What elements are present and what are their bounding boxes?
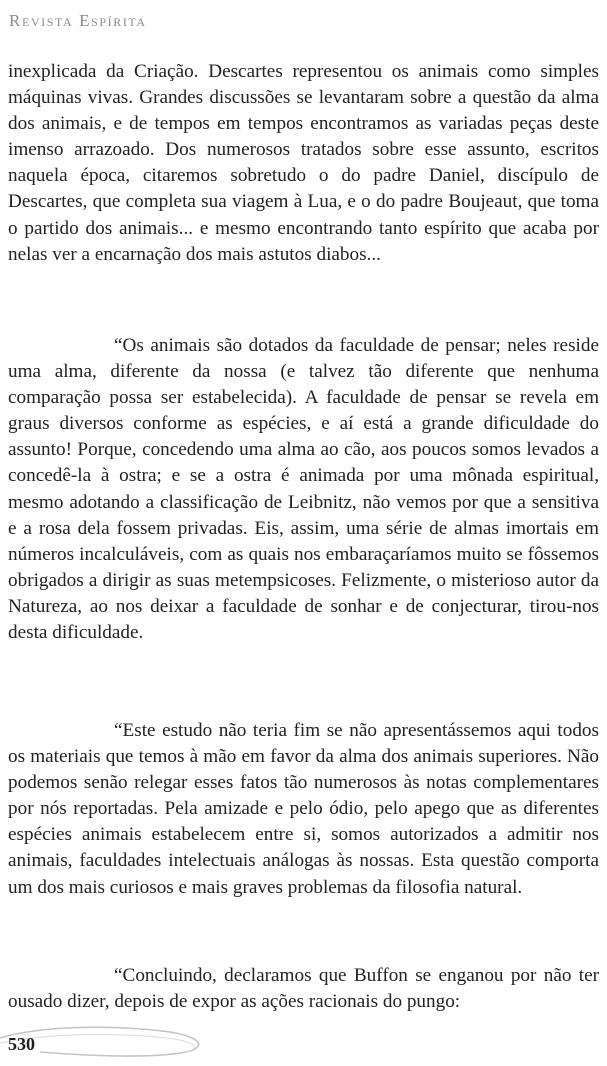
page-number: 530 <box>8 1034 35 1054</box>
body-paragraph-4: “Concluindo, declaramos que Buffon se enganou por não ter ousado dizer, depois de expor as ações racionais do pungo: <box>8 965 599 1013</box>
body-paragraph-1: inexplicada da Criação. Descartes representou os animais como simples máquinas vivas. Grandes discussões se levantaram sobre a questão da alma dos animais, e de tempos em tempos encontramos as variadas peças deste imenso arrazoado. Dos numerosos tratados sobre esse assunto, escritos naquela época, citaremos sobretudo o do padre Daniel, discípulo de Descartes, que completa sua viagem à Lua, e o do padre Boujeaut, que toma o partido dos animais... e mesmo encontrando tanto espírito que acaba por nelas ver a encarnação dos mais astutos diabos... <box>8 61 599 265</box>
body-paragraph-3: “Este estudo não teria fim se não apresentássemos aqui todos os materiais que temos à mão em favor da alma dos animais superiores. Não podemos senão relegar esses fatos tão numerosos às notas complementares por nós reportadas. Pela amizade e pelo ódio, pelo apego que as diferentes espécies animais estabelecem entre si, somos autorizados a admitir nos animais, faculdades intelectuais análogas às nossas. Esta questão comporta um dos mais curiosos e mais graves problemas da filosofia natural. <box>8 720 599 898</box>
body-paragraph-2: “Os animais são dotados da faculdade de pensar; neles reside uma alma, diferente da nossa (e talvez tão diferente que nenhuma comparação possa ser estabelecida). A faculdade de pensar se revela em graus diversos conforme as espécies, e aí está a grande dificuldade do assunto! Porque, concedendo uma alma ao cão, aos poucos somos levados a concedê-la à ostra; e se a ostra é animada por uma mônada espiritual, mesmo adotando a classificação de Leibnitz, não vemos por que a sensitiva e a rosa dela fossem privadas. Eis, assim, uma série de almas imortais em números incalculáveis, com as quais nos embaraçaríamos muito se fôssemos obrigados a dirigir as suas metempsicoses. Felizmente, o misterioso autor da Natureza, ao nos deixar a faculdade de sonhar e de conjecturar, tirou-nos desta dificuldade. <box>8 335 599 644</box>
running-head: Revista Espírita <box>9 11 147 30</box>
